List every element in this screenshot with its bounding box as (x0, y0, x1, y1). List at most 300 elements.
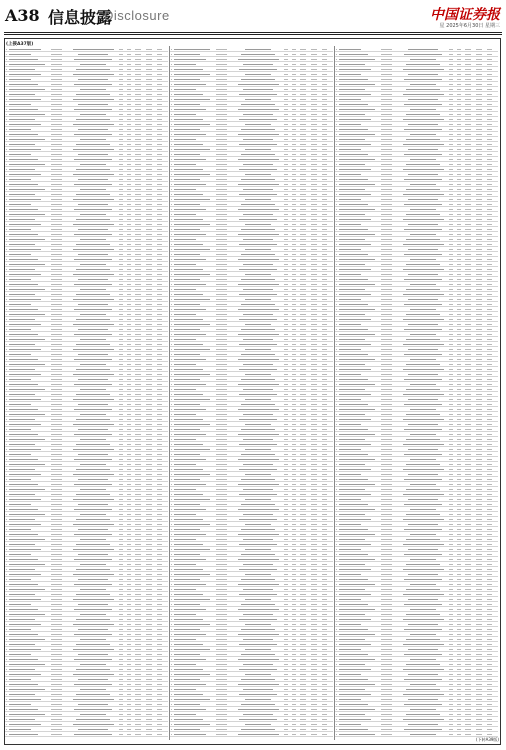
table-cell (336, 459, 337, 461)
table-cell (292, 174, 296, 176)
table-cell (381, 649, 392, 651)
table-cell (339, 594, 371, 596)
table-cell (127, 314, 131, 316)
table-cell (300, 179, 306, 181)
table-cell (292, 259, 296, 261)
table-cell (336, 684, 337, 686)
table-cell (339, 79, 368, 81)
table-cell (80, 589, 106, 591)
table-cell (119, 349, 123, 351)
table-cell (476, 484, 482, 486)
table-cell (487, 179, 492, 181)
table-cell (449, 564, 453, 566)
table-cell (449, 304, 453, 306)
table-cell (76, 694, 109, 696)
table-cell (336, 599, 337, 601)
table-cell (292, 234, 296, 236)
table-cell (6, 149, 7, 151)
table-cell (476, 349, 482, 351)
table-cell (381, 634, 392, 636)
table-cell (410, 584, 436, 586)
table-cell (171, 184, 172, 186)
table-cell (322, 559, 327, 561)
table-cell (9, 299, 41, 301)
table-cell (336, 434, 337, 436)
table-cell (51, 249, 62, 251)
table-cell (457, 654, 461, 656)
table-cell (406, 389, 439, 391)
table-cell (245, 274, 271, 276)
table-cell (135, 84, 141, 86)
table-cell (465, 299, 471, 301)
table-cell (127, 364, 131, 366)
table-cell (487, 349, 492, 351)
table-cell (73, 599, 114, 601)
table-cell (174, 639, 196, 641)
table-cell (6, 309, 7, 311)
table-cell (245, 174, 271, 176)
table-cell (292, 544, 296, 546)
table-cell (322, 274, 327, 276)
table-cell (476, 54, 482, 56)
table-cell (245, 549, 271, 551)
table-cell (127, 214, 131, 216)
table-cell (51, 664, 62, 666)
table-cell (449, 189, 453, 191)
table-cell (311, 119, 317, 121)
table-cell (406, 689, 439, 691)
continued-to-label: (下转A39版) (476, 737, 499, 742)
table-cell (146, 629, 152, 631)
table-cell (487, 444, 492, 446)
table-cell (6, 204, 7, 206)
table-cell (476, 319, 482, 321)
table-cell (311, 459, 317, 461)
table-cell (245, 599, 271, 601)
table-cell (292, 414, 296, 416)
table-cell (487, 124, 492, 126)
table-cell (339, 429, 368, 431)
table-cell (336, 194, 337, 196)
table-cell (216, 184, 227, 186)
table-cell (457, 459, 461, 461)
table-cell (216, 169, 227, 171)
table-cell (146, 569, 152, 571)
table-cell (127, 674, 131, 676)
table-cell (238, 209, 279, 211)
table-cell (171, 159, 172, 161)
table-cell (284, 589, 288, 591)
table-cell (339, 329, 368, 331)
table-cell (339, 574, 361, 576)
table-cell (127, 179, 131, 181)
table-cell (465, 354, 471, 356)
table-cell (457, 519, 461, 521)
table-cell (449, 394, 453, 396)
table-cell (135, 369, 141, 371)
table-cell (119, 529, 123, 531)
table-cell (300, 239, 306, 241)
table-cell (457, 504, 461, 506)
table-cell (457, 709, 461, 711)
table-cell (6, 709, 7, 711)
table-cell (238, 84, 279, 86)
table-cell (487, 279, 492, 281)
table-cell (449, 149, 453, 151)
table-cell (174, 404, 199, 406)
table-cell (339, 589, 364, 591)
table-cell (284, 394, 288, 396)
table-cell (300, 574, 306, 576)
table-cell (449, 414, 453, 416)
column-divider (334, 46, 335, 740)
table-cell (339, 189, 364, 191)
table-cell (135, 69, 141, 71)
table-cell (476, 279, 482, 281)
table-cell (408, 49, 437, 51)
table-cell (476, 219, 482, 221)
table-cell (51, 634, 62, 636)
table-cell (119, 339, 123, 341)
table-cell (339, 484, 374, 486)
table-cell (449, 554, 453, 556)
table-cell (487, 704, 492, 706)
table-cell (119, 174, 123, 176)
table-cell (292, 294, 296, 296)
table-cell (476, 504, 482, 506)
table-cell (292, 534, 296, 536)
table-cell (157, 524, 162, 526)
table-cell (216, 319, 227, 321)
table-cell (406, 89, 439, 91)
table-cell (119, 554, 123, 556)
table-cell (300, 214, 306, 216)
table-cell (9, 729, 31, 731)
table-cell (174, 409, 206, 411)
table-cell (74, 184, 111, 186)
table-cell (157, 724, 162, 726)
table-cell (51, 159, 62, 161)
table-cell (339, 244, 371, 246)
table-cell (381, 359, 392, 361)
table-cell (476, 304, 482, 306)
table-cell (449, 289, 453, 291)
table-cell (339, 519, 371, 521)
table-cell (157, 279, 162, 281)
table-cell (300, 344, 306, 346)
table-cell (381, 589, 392, 591)
table-cell (119, 389, 123, 391)
table-cell (127, 509, 131, 511)
table-cell (74, 559, 111, 561)
table-cell (336, 279, 337, 281)
table-cell (284, 314, 288, 316)
table-cell (292, 634, 296, 636)
table-cell (322, 279, 327, 281)
table-cell (216, 219, 227, 221)
table-cell (284, 644, 288, 646)
table-cell (174, 584, 206, 586)
table-cell (311, 79, 317, 81)
table-cell (339, 659, 374, 661)
table-cell (457, 54, 461, 56)
table-cell (245, 399, 271, 401)
table-cell (300, 124, 306, 126)
table-cell (146, 724, 152, 726)
table-cell (449, 524, 453, 526)
table-cell (216, 639, 227, 641)
table-cell (311, 149, 317, 151)
table-cell (239, 294, 276, 296)
table-cell (127, 664, 131, 666)
table-cell (6, 499, 7, 501)
table-cell (171, 689, 172, 691)
table-cell (146, 234, 152, 236)
table-cell (239, 719, 276, 721)
table-cell (157, 164, 162, 166)
table-cell (6, 94, 7, 96)
table-cell (135, 579, 141, 581)
table-cell (284, 94, 288, 96)
table-cell (78, 104, 107, 106)
table-cell (322, 289, 327, 291)
table-cell (336, 364, 337, 366)
table-cell (284, 259, 288, 261)
table-cell (9, 629, 31, 631)
table-cell (135, 484, 141, 486)
table-cell (119, 524, 123, 526)
table-cell (322, 379, 327, 381)
table-cell (322, 579, 327, 581)
table-cell (465, 64, 471, 66)
table-cell (476, 514, 482, 516)
table-cell (9, 414, 44, 416)
table-cell (449, 214, 453, 216)
table-cell (311, 319, 317, 321)
table-cell (311, 714, 317, 716)
table-cell (487, 334, 492, 336)
table-cell (9, 229, 31, 231)
table-cell (76, 169, 109, 171)
table-cell (284, 209, 288, 211)
table-cell (381, 679, 392, 681)
table-cell (119, 239, 123, 241)
table-cell (476, 299, 482, 301)
table-cell (135, 699, 141, 701)
table-cell (300, 414, 306, 416)
table-cell (449, 694, 453, 696)
table-cell (449, 489, 453, 491)
table-cell (157, 94, 162, 96)
table-cell (157, 369, 162, 371)
table-cell (146, 549, 152, 551)
table-cell (292, 524, 296, 526)
table-cell (311, 424, 317, 426)
table-cell (239, 594, 276, 596)
table-cell (135, 314, 141, 316)
table-cell (9, 234, 38, 236)
table-cell (457, 499, 461, 501)
table-cell (410, 334, 436, 336)
table-cell (146, 369, 152, 371)
table-cell (336, 549, 337, 551)
table-cell (51, 129, 62, 131)
table-cell (238, 184, 279, 186)
table-cell (157, 694, 162, 696)
table-cell (292, 584, 296, 586)
table-cell (127, 524, 131, 526)
table-cell (171, 714, 172, 716)
table-cell (465, 444, 471, 446)
table-cell (171, 619, 172, 621)
table-cell (127, 339, 131, 341)
table-cell (457, 439, 461, 441)
table-cell (339, 54, 368, 56)
table-cell (51, 99, 62, 101)
table-cell (171, 534, 172, 536)
table-cell (174, 704, 199, 706)
table-cell (127, 189, 131, 191)
table-cell (292, 409, 296, 411)
table-cell (174, 544, 203, 546)
table-cell (6, 579, 7, 581)
table-cell (336, 469, 337, 471)
table-cell (51, 674, 62, 676)
table-cell (311, 669, 317, 671)
table-cell (457, 144, 461, 146)
table-cell (487, 164, 492, 166)
table-cell (487, 589, 492, 591)
table-cell (243, 364, 272, 366)
table-cell (381, 274, 392, 276)
table-cell (339, 214, 364, 216)
table-cell (119, 204, 123, 206)
table-cell (135, 279, 141, 281)
table-cell (300, 594, 306, 596)
table-cell (51, 709, 62, 711)
table-cell (119, 304, 123, 306)
table-cell (322, 84, 327, 86)
table-cell (311, 384, 317, 386)
table-cell (404, 179, 441, 181)
table-cell (336, 704, 337, 706)
table-cell (119, 299, 123, 301)
table-cell (300, 514, 306, 516)
table-cell (9, 419, 34, 421)
table-cell (146, 604, 152, 606)
table-cell (311, 124, 317, 126)
table-cell (465, 724, 471, 726)
table-cell (487, 719, 492, 721)
table-cell (241, 254, 274, 256)
table-cell (311, 59, 317, 61)
table-cell (381, 249, 392, 251)
table-cell (9, 189, 44, 191)
table-cell (135, 359, 141, 361)
table-cell (171, 584, 172, 586)
table-cell (135, 614, 141, 616)
table-cell (300, 634, 306, 636)
table-cell (9, 199, 41, 201)
table-cell (119, 74, 123, 76)
table-cell (284, 359, 288, 361)
table-cell (157, 444, 162, 446)
table-cell (311, 534, 317, 536)
table-cell (465, 274, 471, 276)
table-cell (135, 624, 141, 626)
table-cell (487, 709, 492, 711)
table-cell (119, 159, 123, 161)
table-cell (487, 429, 492, 431)
table-cell (174, 429, 199, 431)
table-cell (300, 284, 306, 286)
table-cell (216, 59, 227, 61)
table-cell (157, 714, 162, 716)
table-cell (300, 489, 306, 491)
table-cell (9, 704, 31, 706)
table-cell (51, 494, 62, 496)
table-cell (216, 224, 227, 226)
table-cell (449, 144, 453, 146)
table-cell (9, 294, 34, 296)
table-cell (127, 134, 131, 136)
table-cell (449, 519, 453, 521)
table-cell (51, 179, 62, 181)
table-cell (174, 124, 209, 126)
table-cell (336, 179, 337, 181)
table-cell (51, 544, 62, 546)
table-cell (76, 644, 109, 646)
table-cell (300, 509, 306, 511)
table-cell (381, 109, 392, 111)
table-cell (171, 569, 172, 571)
table-cell (51, 139, 62, 141)
table-cell (476, 424, 482, 426)
table-cell (476, 444, 482, 446)
table-cell (9, 164, 44, 166)
table-cell (487, 149, 492, 151)
table-cell (292, 464, 296, 466)
table-cell (80, 339, 106, 341)
table-cell (449, 194, 453, 196)
table-cell (465, 394, 471, 396)
table-cell (171, 199, 172, 201)
table-cell (336, 139, 337, 141)
table-cell (300, 104, 306, 106)
table-cell (157, 74, 162, 76)
table-cell (119, 509, 123, 511)
table-cell (171, 489, 172, 491)
table-cell (457, 79, 461, 81)
table-cell (449, 89, 453, 91)
table-cell (449, 134, 453, 136)
table-cell (476, 294, 482, 296)
table-cell (51, 554, 62, 556)
table-cell (216, 94, 227, 96)
table-cell (300, 144, 306, 146)
table-cell (6, 314, 7, 316)
table-cell (174, 494, 203, 496)
table-cell (449, 589, 453, 591)
table-cell (292, 264, 296, 266)
table-cell (311, 404, 317, 406)
table-cell (171, 344, 172, 346)
table-cell (381, 264, 392, 266)
table-cell (311, 84, 317, 86)
table-cell (119, 199, 123, 201)
table-cell (174, 449, 209, 451)
table-cell (245, 424, 271, 426)
